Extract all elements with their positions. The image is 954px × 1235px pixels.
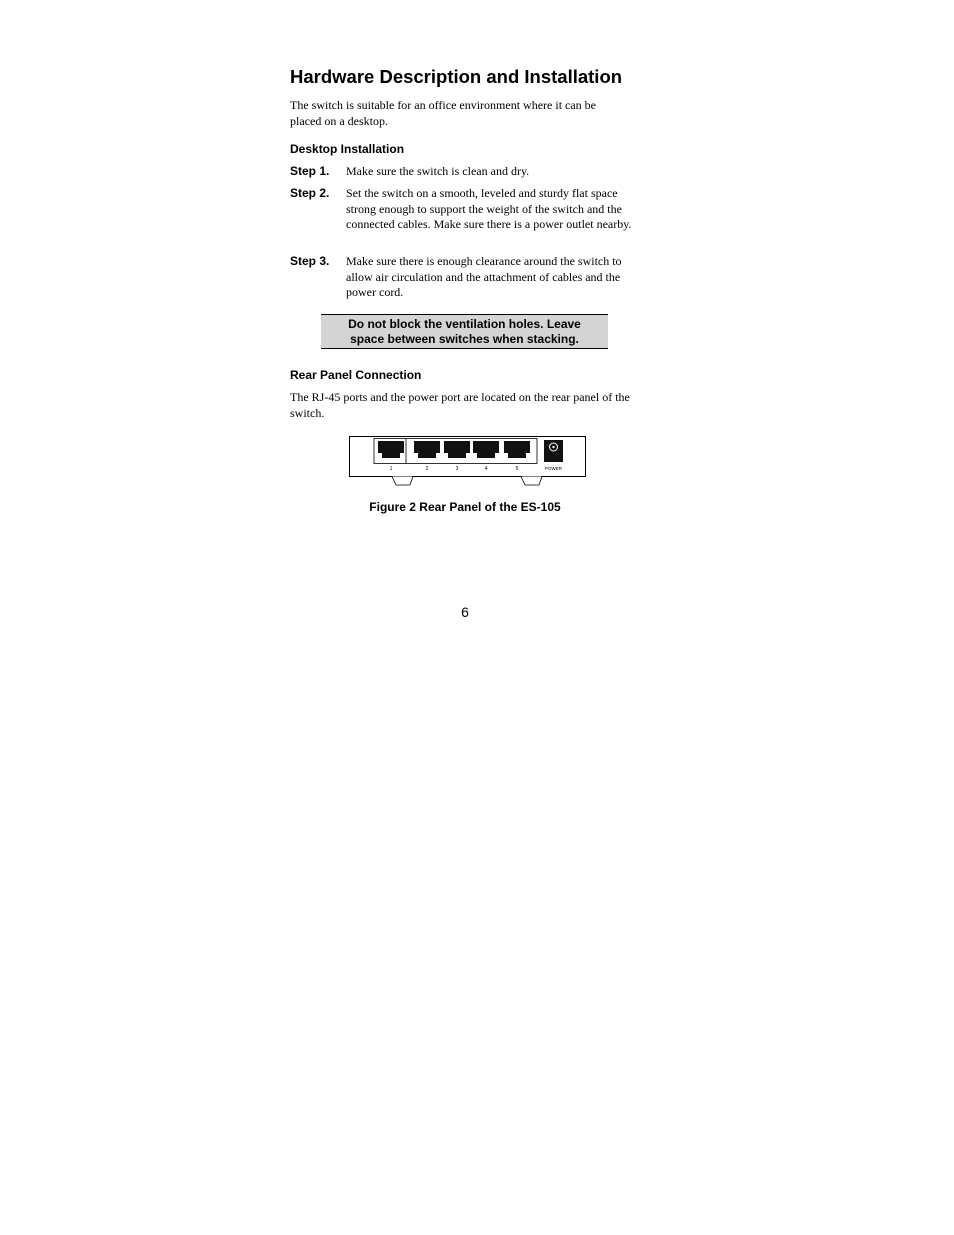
ventilation-note-box: [321, 314, 608, 349]
page-number: 6: [461, 604, 469, 620]
ventilation-note-text: [321, 317, 608, 347]
desktop-installation-heading: Desktop Installation: [290, 142, 405, 156]
port-label: 1: [389, 466, 393, 472]
port-label: 5: [515, 466, 519, 472]
rear-panel-paragraph: The RJ-45 ports and the power port are located on the rear panel of the switch.: [290, 390, 630, 420]
rear-panel-figure: [348, 435, 588, 487]
intro-paragraph: The switch is suitable for an office environment where it can be placed on a desktop.: [290, 98, 597, 128]
port-label: 4: [484, 466, 488, 472]
port-label: 3: [455, 466, 459, 472]
step-text: Make sure there is enough clearance around the switch to allow air circulation and the attachment of cables and the power cord.: [346, 254, 622, 299]
port-label: 2: [425, 466, 429, 472]
step-label: Step 2.: [290, 186, 330, 200]
step-text: Make sure the switch is clean and dry.: [346, 164, 530, 178]
left-foot: [392, 477, 413, 486]
right-foot: [521, 477, 542, 486]
note-line-2: space between switches when stacking.: [350, 332, 579, 346]
power-label: POWER: [544, 466, 563, 471]
figure-caption: Figure 2 Rear Panel of the ES-105: [369, 500, 561, 514]
note-line-1: Do not block the ventilation holes. Leave: [348, 317, 581, 331]
step-label: Step 1.: [290, 164, 330, 178]
step-text: Set the switch on a smooth, leveled and sturdy flat space strong enough to support the weight of the switch and the connected cables. Make sure there is a power outlet nearby.: [346, 186, 632, 231]
power-jack-icon: [544, 440, 563, 462]
step-label: Step 3.: [290, 254, 330, 268]
page-title: Hardware Description and Installation: [290, 66, 623, 87]
rear-panel-connection-heading: Rear Panel Connection: [290, 368, 422, 382]
